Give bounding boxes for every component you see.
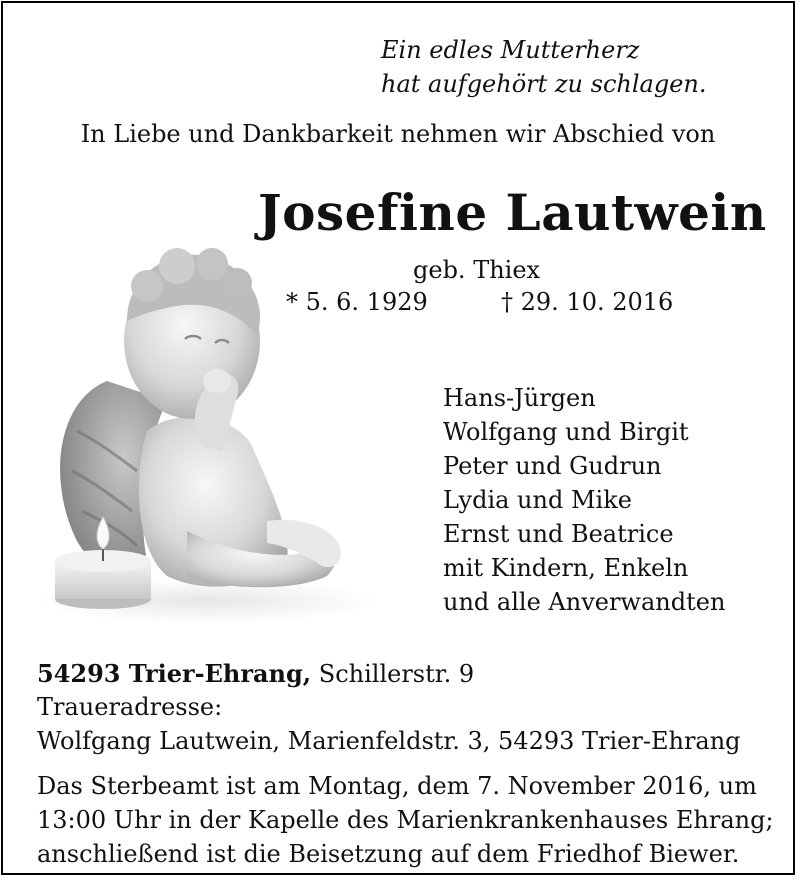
deceased-name: Josefine Lautwein bbox=[258, 183, 767, 242]
service-info bbox=[37, 769, 774, 871]
residence-place: 54293 Trier-Ehrang, bbox=[37, 659, 312, 688]
mourning-address-label: Traueradresse: bbox=[37, 693, 223, 721]
mourner-5: Ernst und Beatrice bbox=[443, 520, 674, 548]
intro-text: In Liebe und Dankbarkeit nehmen wir Abschied von bbox=[80, 120, 716, 148]
maiden-name: geb. Thiex bbox=[413, 256, 541, 284]
mourner-7: und alle Anverwandten bbox=[443, 588, 726, 616]
motto-line-1: Ein edles Mutterherz bbox=[381, 36, 640, 64]
residence-address bbox=[37, 659, 474, 688]
mourner-4: Lydia und Mike bbox=[443, 486, 632, 514]
residence-street: Schillerstr. 9 bbox=[311, 660, 475, 688]
mourner-2: Wolfgang und Birgit bbox=[443, 418, 689, 446]
obituary-notice bbox=[1, 1, 795, 875]
death-date: † 29. 10. 2016 bbox=[501, 288, 674, 316]
mourner-1: Hans-Jürgen bbox=[443, 384, 596, 412]
service-line-2: 13:00 Uhr in der Kapelle des Marienkrankenhauses Ehrang; bbox=[37, 806, 774, 834]
mourners-list bbox=[443, 381, 725, 619]
mourner-3: Peter und Gudrun bbox=[443, 452, 662, 480]
mourner-6: mit Kindern, Enkeln bbox=[443, 554, 689, 582]
service-line-3: anschließend ist die Beisetzung auf dem Friedhof Biewer. bbox=[37, 840, 740, 868]
mourning-address: Wolfgang Lautwein, Marienfeldstr. 3, 54293 Trier-Ehrang bbox=[37, 727, 741, 755]
service-line-1: Das Sterbeamt ist am Montag, dem 7. November 2016, um bbox=[37, 772, 757, 800]
motto-line-2: hat aufgehört zu schlagen. bbox=[381, 70, 707, 98]
angel-candle-image bbox=[37, 231, 377, 621]
birth-date: * 5. 6. 1929 bbox=[286, 288, 428, 316]
